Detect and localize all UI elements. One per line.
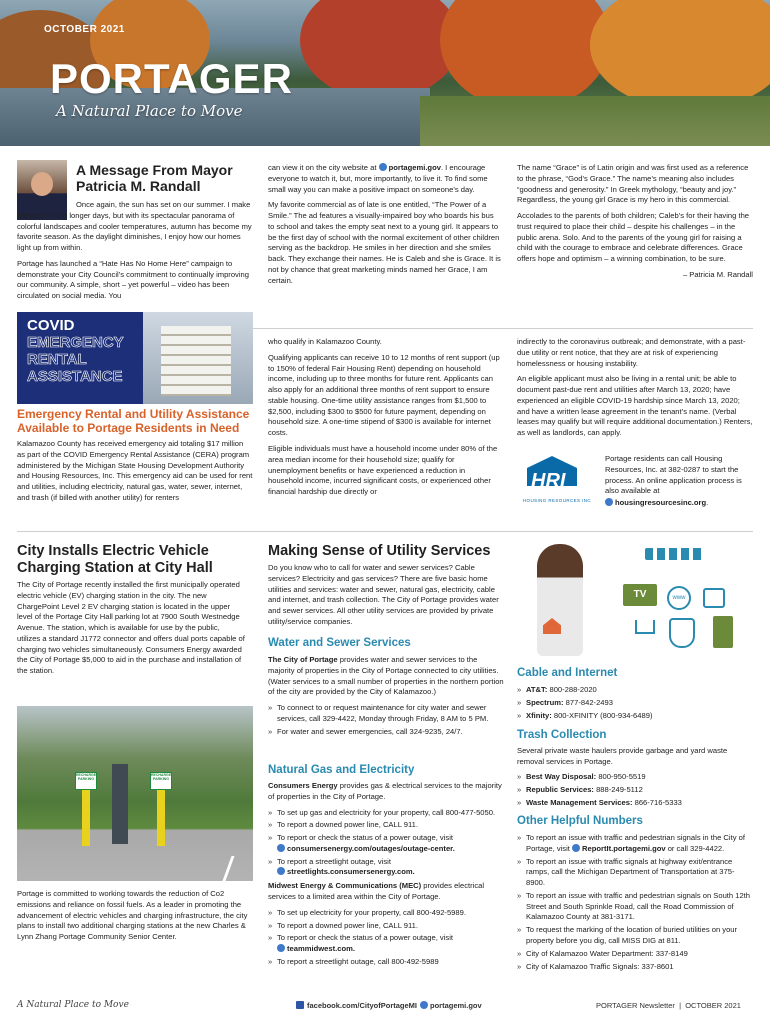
utility-illustration	[517, 540, 753, 660]
water-section	[268, 655, 504, 739]
water-list	[268, 703, 504, 737]
globe-icon	[277, 844, 285, 852]
mayor-col1-p1: Once again, the sun has set on our summer. I make the most of the longer days, but with its spectacular panorama of colorful landscapes and cooler temperatures, autumn has become my favorite season. As the daylight diminishes, I enjoy how our homes light up from within.	[17, 200, 252, 253]
mayor-col2-lead: can view it on the city website at	[268, 163, 377, 172]
covid-col2	[268, 337, 502, 503]
portagemi-link[interactable]: portagemi.gov	[388, 163, 441, 172]
ev-p1: The City of Portage recently installed the first municipally operated electric vehicle (EV) charging station in the city. The new ChargePoint Level 2 EV charging station is located in the upper level of the Portage City Hall parking lot at 7900 South Westnedge Avenue. The station, which is available for use by the public, utilizes a standard J1772 connector and offers dual ports capable of charging two vehicles simultaneously. Consumers Energy awarded the City of Portage $5,000 to aid in the purchase and installation of the station.	[17, 580, 245, 676]
hri-letters: HRI	[531, 470, 566, 492]
gas-section	[268, 781, 504, 970]
list-item-text: To report or check the status of a power outage, visit	[277, 833, 454, 843]
apartment-building	[161, 326, 231, 396]
list-item	[517, 698, 753, 709]
consumers-desc	[268, 781, 504, 803]
consumers-list	[268, 808, 504, 879]
covid-col3-p1: indirectly to the coronavirus outbreak; and demonstrate, with a past-due utility or rent notice, that they are at risk of experiencing homelessness or housing instability.	[517, 337, 746, 368]
list-item: » To report a downed power line, CALL 911.	[268, 921, 504, 932]
provider-name: Xfinity:	[526, 710, 552, 720]
provider-name: Best Way Disposal:	[526, 772, 597, 781]
bollard	[82, 788, 90, 846]
bollard	[157, 788, 165, 846]
apartment-photo	[143, 312, 253, 404]
toilet-icon	[669, 618, 695, 648]
covid-col3	[517, 337, 753, 444]
list-item: » To report an issue with traffic and pedestrian signals on South 12th Street and South Sprinkle Road, call the Road Commission of Kalamazoo County at 381-3171.	[517, 891, 753, 923]
tv-icon: TV	[623, 584, 657, 606]
banner-line1: COVID	[27, 317, 75, 334]
list-item	[268, 833, 504, 855]
provider-phone: 866-716-5333	[632, 797, 682, 807]
cable-list	[517, 685, 753, 723]
covid-col3-p3: Portage residents can call Housing Resources, Inc. at 382-0287 to start the process. An online application process is also available at	[605, 454, 742, 496]
globe-icon	[605, 498, 613, 506]
provider-name: AT&T:	[526, 685, 548, 694]
list-item	[517, 798, 753, 809]
trash-bin-icon	[713, 616, 733, 648]
mec-desc-rest: provides electrical services to a limited area within the City of Portage.	[268, 881, 485, 902]
list-item-text: To report or check the status of a power outage, visit	[277, 933, 454, 943]
globe-icon	[277, 867, 285, 875]
list-item	[268, 857, 504, 879]
ev-p2: Portage is committed to working towards the reduction of Co2 emissions and reliance on fossil fuels. As a leader in promoting the advancement of electric vehicles and charging infrastructure, the city plans to install two additional charging stations at the new Charles & Lynn Zhang Portage Community Senior Center.	[17, 889, 248, 942]
covid-col1: Kalamazoo County has received emergency aid totaling $17 million as part of the COVID Emergency Rental Assistance (CERA) program administered by the Michigan State Housing Development Authority and Housing Resources, Inc. This emergency aid can be used for rent and utilities, including electricity, natural gas, water, sewer, internet, and trash (if billed with another utility) for renters	[17, 439, 253, 502]
banner-line2: EMERGENCY	[27, 334, 124, 351]
water-title: Water and Sewer Services	[268, 637, 411, 649]
provider-phone: 888-249-5112	[593, 784, 643, 794]
list-item: » City of Kalamazoo Water Department: 337-8149	[517, 949, 753, 960]
covid-banner	[17, 312, 253, 404]
footer-website[interactable]	[420, 1001, 482, 1010]
recharge-sign: RECHARGE PARKING	[150, 772, 172, 790]
phone-icon	[703, 588, 725, 608]
mayor-col2-p1	[268, 163, 502, 195]
consumers-desc-rest: provides gas & electrical services to the majority of properties in the City of Portage.	[268, 781, 502, 801]
mayor-col1	[17, 200, 253, 307]
cable-title: Cable and Internet	[517, 667, 618, 679]
list-item: » City of Kalamazoo Traffic Signals: 337-8601	[517, 962, 753, 973]
list-item	[517, 772, 753, 783]
list-item-text: To report a streetlight outage, visit	[277, 856, 391, 866]
mayor-title: A Message From Mayor Patricia M. Randall	[76, 162, 233, 195]
mayor-col1-p2: Portage has launched a “Hate Has No Home Here” campaign to demonstrate your City Council’s commitment to continually improving our community. A simple, short – yet powerful – video has been circulated on social media. You	[17, 258, 249, 301]
recharge-sign: RECHARGE PARKING	[75, 772, 97, 790]
banner-line4: ASSISTANCE	[27, 368, 123, 385]
trash-title: Trash Collection	[517, 729, 607, 741]
banner-line3: RENTAL	[27, 351, 87, 368]
trash-list	[517, 772, 753, 810]
hri-link-end: .	[706, 498, 709, 508]
mayor-col2	[268, 163, 502, 292]
charging-station-photo	[17, 706, 253, 881]
list-item	[517, 833, 753, 855]
utility-intro: Do you know who to call for water and sewer services? Cable services? Electricity and gas services? There are five basic home utilities and services: water and sewer, natural gas, electricity, cable and internet, and trash collection. The City of Portage provides water and sewer services. All other utility services are provided by private utility/service companies.	[268, 563, 499, 626]
hri-link[interactable]: housingresourcesinc.org	[615, 498, 707, 508]
mayor-signature: – Patricia M. Randall	[682, 270, 753, 280]
trash-intro: Several private waste haulers provide garbage and yard waste removal services in Portage.	[517, 746, 728, 766]
parking-line	[222, 856, 234, 881]
facebook-icon	[296, 1001, 304, 1009]
globe-icon	[420, 1001, 428, 1009]
list-item-text: To report an issue with traffic and pedestrian signals in the City of Portage, visit	[526, 833, 745, 853]
teammidwest-link[interactable]: teammidwest.com.	[287, 944, 355, 954]
gas-title: Natural Gas and Electricity	[268, 764, 415, 776]
footer-facebook[interactable]	[296, 1001, 417, 1010]
provider-phone: 800-XFINITY (800-934-6489)	[551, 710, 653, 720]
hri-text	[605, 454, 755, 514]
list-item: » To request the marking of the location of buried utilities on your property before you dig, call MISS DIG at 811.	[517, 925, 753, 947]
provider-phone: 800-288-2020	[547, 685, 597, 694]
list-item: » To set up electricity for your property, call 800-492-5989.	[268, 908, 504, 919]
covid-col3-p2: An eligible applicant must also be living in a rental unit; be able to document past-due rent and utilities after March 13, 2020; have experienced an eligible COVID-19 hardship since March 13, 2020; and have a written lease agreement in the tenant’s name. (Verbal leases may qualify but will require additional documentation.) Renters, as well as landlords, can apply.	[517, 374, 753, 438]
globe-icon	[572, 844, 580, 852]
list-item	[517, 785, 753, 796]
list-item	[517, 711, 753, 722]
issue-date: OCTOBER 2021	[44, 24, 125, 35]
portrait-face	[31, 172, 53, 196]
consumers-provider: Consumers Energy	[268, 781, 338, 790]
water-provider: The City of Portage	[268, 655, 338, 664]
tree	[300, 0, 460, 100]
list-item	[517, 685, 753, 696]
mec-list	[268, 908, 504, 968]
reportit-link[interactable]: ReportIt.portagemi.gov	[582, 843, 666, 853]
mec-desc	[268, 881, 504, 903]
lawn	[420, 96, 770, 146]
section-divider	[17, 531, 753, 532]
list-item: » For water and sewer emergencies, call 324-9235, 24/7.	[268, 727, 504, 738]
provider-name: Waste Management Services:	[526, 797, 633, 807]
other-title: Other Helpful Numbers	[517, 815, 643, 827]
other-list	[517, 833, 753, 974]
globe-icon	[379, 163, 387, 171]
tree	[590, 0, 770, 110]
mayor-col3	[517, 163, 753, 286]
covid-title: Emergency Rental and Utility Assistance Available to Portage Residents in Need	[17, 407, 250, 435]
list-item: » To set up gas and electricity for your property, call 800-477-5050.	[268, 808, 504, 819]
list-item	[268, 933, 504, 955]
masthead-title: PORTAGER	[50, 55, 293, 102]
list-item: » To report a streetlight outage, call 800-492-5989	[268, 957, 504, 968]
hri-logo	[517, 454, 597, 510]
consumers-outage-link[interactable]: consumersenergy.com/outages/outage-center.	[287, 843, 455, 853]
hri-caption: HOUSING RESOURCES INC	[522, 498, 592, 503]
provider-name: Republic Services:	[526, 784, 594, 794]
streetlights-link[interactable]: streetlights.consumersenergy.com.	[287, 867, 415, 877]
mec-provider: Midwest Energy & Communications (MEC)	[268, 881, 422, 891]
mayor-col3-p1: The name “Grace” is of Latin origin and was first used as a reference to the phrase, “God’s Grace.” The name’s meaning also includes “goodness and generosity.” In Greek mythology, “beauty and joy.” Regardless, the young girl Grace is my hero in this commercial.	[517, 163, 749, 205]
list-item-end: or call 329-4422.	[665, 843, 725, 853]
website-link[interactable]: portagemi.gov	[430, 1001, 482, 1010]
tree	[440, 0, 610, 110]
list-item: » To report a downed power line, CALL 911.	[268, 820, 504, 831]
woman-figure	[537, 544, 583, 656]
water-desc	[268, 655, 504, 698]
faucet-icon	[635, 620, 655, 634]
globe-icon	[277, 944, 285, 952]
provider-name: Spectrum:	[526, 697, 564, 707]
water-desc-rest: provides water and sewer services to the majority of properties in the City of Portage connected to city utilities. (Water services to a small number of properties in the northern portion of the city are provided by the City of Kalamazoo.)	[268, 655, 504, 697]
gas-burner-icon	[645, 548, 705, 560]
masthead-tagline: A Natural Place to Move	[56, 102, 243, 120]
utility-title: Making Sense of Utility Services	[268, 543, 491, 559]
footer-tagline: A Natural Place to Move	[17, 1000, 129, 1010]
covid-col2-p3: Eligible individuals must have a household income under 80% of the area median income for their household size; qualify for unemployment benefits or have experienced a reduction in household income, incurred significant costs, or experienced other financial hardship due directly or	[268, 444, 498, 497]
facebook-link[interactable]: facebook.com/CityofPortageMI	[307, 1001, 418, 1010]
covid-col2-p2: Qualifying applicants can receive 10 to 12 months of rent support (up to 150% of federal Fair Housing Rent) depending on household income, including up to three months for future rent. Applicants can also apply for an additional three months of rent support to ensure stable housing. One-time utility assistance ranges from $1,500 to $2,500, including $300 to $500 for future payment, depending on household size. A one-time stipend of $300 is available for internet costs.	[268, 352, 500, 438]
list-item: » To connect to or request maintenance for city water and sewer services, call 329-4422, Monday through Friday, 8 AM to 5 PM.	[268, 703, 504, 725]
hri-link-line	[605, 498, 755, 509]
ev-title: City Installs Electric Vehicle Charging Station at City Hall	[17, 543, 213, 576]
mayor-col3-p2: Accolades to the parents of both children; Caleb’s for their having the trust required to place their child – despite his challenges – in the public arena. Solo. And to the parents of the young girl for raising a child with the courage to embrace and celebrate differences. Grace offers hope and optimism – a winning combination, to be sure.	[517, 211, 750, 264]
charger-pedestal	[112, 764, 128, 844]
mayor-col2-p2: My favorite commercial as of late is one entitled, “The Power of a Smile.” The ad features a visually-impaired boy who boards his bus to school and takes the empty seat next to a young girl. It appears to be the first day of school with the normal excitement of other children serving as the backdrop. He smiles in her direction and she smiles back. They exchange their names. He is Caleb and she is Grace. It is not by chance that great marketing minds named her Grace, I am certain.	[268, 200, 501, 285]
covid-col2-p1: who qualify in Kalamazoo County.	[268, 337, 382, 346]
list-item: » To report an issue with traffic signals at highway exit/entrance ramps, call the Michigan Department of Transportation at 375-8900.	[517, 857, 753, 889]
mayor-col2-rest: . I encourage everyone to watch it, but, more importantly, to live it. To find some small way you can make a positive impact on someone’s day.	[268, 163, 488, 194]
footer-issue: PORTAGER Newsletter | OCTOBER 2021	[596, 1001, 741, 1010]
www-icon: www	[667, 586, 691, 610]
provider-phone: 800-950-5519	[596, 772, 646, 781]
provider-phone: 877-842-2493	[563, 697, 613, 707]
